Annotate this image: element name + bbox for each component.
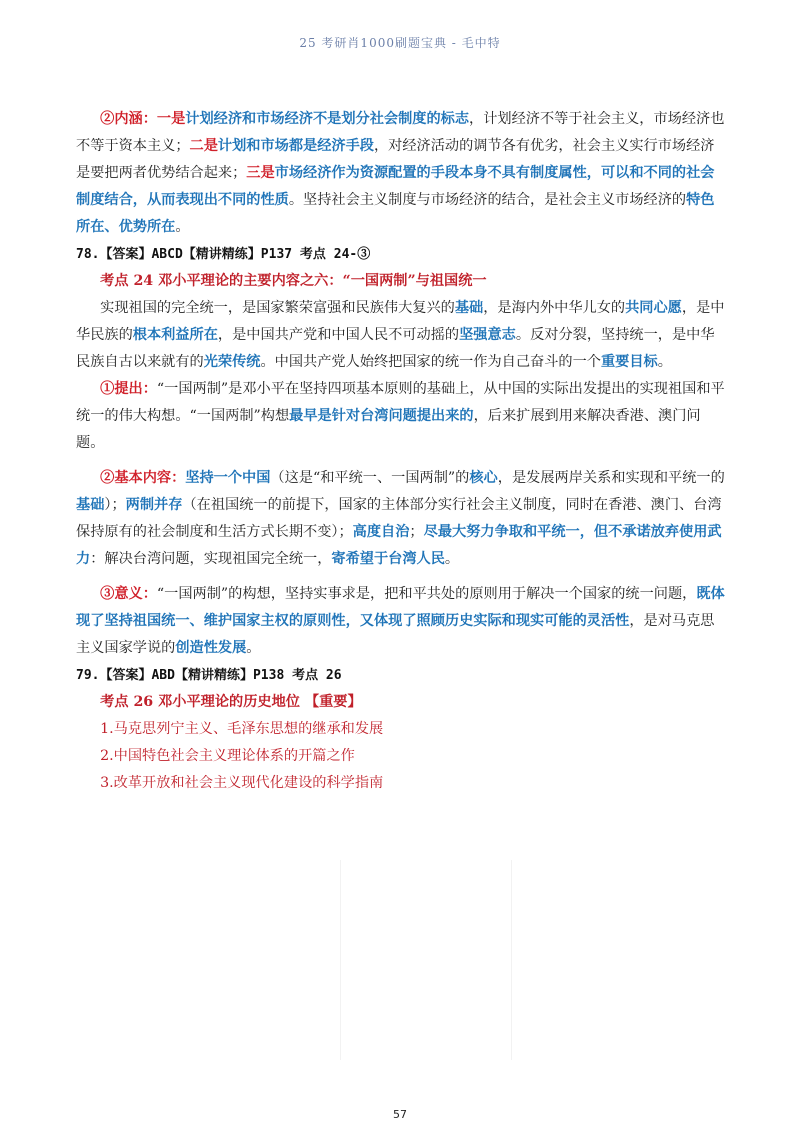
- topic-26-heading: 考点 26 邓小平理论的历史地位 【重要】: [100, 694, 362, 710]
- text-segment: “一国两制”是邓小平在坚持四项基本原则的基础上，从中国的实际出发提出的实现祖国和平统一的伟大构想。“一国两制”构想: [76, 381, 725, 424]
- faint-watermark: [340, 860, 512, 1060]
- paragraph-proposal: [76, 376, 726, 457]
- text-segment: 坚持一个中国: [185, 470, 271, 486]
- text-segment: “一国两制”的构想，坚持实事求是，把和平共处的原则用于解决一个国家的统一问题，: [156, 586, 697, 602]
- text-segment: ，后来扩展到用来解决香港、澳门问题。: [76, 408, 701, 451]
- text-segment: ②内涵：一是: [100, 111, 186, 127]
- text-segment: 。: [657, 354, 672, 370]
- text-segment: 尽最大努力争取和平统一，但不承诺放弃使用武力: [76, 524, 722, 567]
- text-segment: 。坚持社会主义制度与市场经济的结合，是社会主义市场经济的: [288, 192, 687, 208]
- text-segment: 二是: [189, 138, 218, 154]
- text-segment: 高度自治: [352, 524, 410, 540]
- text-segment: 坚强意志: [459, 327, 516, 343]
- text-segment: 既体现了坚持祖国统一、维护国家主权的原则性，又体现了照顾历史实际和现实可能的灵活性: [76, 586, 725, 629]
- text-segment: ，是中国共产党和中国人民不可动摇的: [217, 327, 460, 343]
- document-body: [76, 106, 726, 797]
- page-number: 57: [393, 1108, 407, 1121]
- text-segment: 计划经济和市场经济不是划分社会制度的标志: [185, 111, 470, 127]
- text-segment: ，是中华民族的: [76, 300, 725, 343]
- text-segment: 两制并存: [125, 497, 183, 513]
- text-segment: ：解决台湾问题，实现祖国完全统一，: [90, 551, 332, 567]
- text-segment: 。: [175, 219, 190, 235]
- text-segment: 。反对分裂，坚持统一，是中华民族自古以来就有的: [76, 327, 715, 370]
- text-segment: 。中国共产党人始终把国家的统一作为自己奋斗的一个: [260, 354, 601, 370]
- text-segment: 重要目标: [600, 354, 658, 370]
- text-segment: 共同心愿: [625, 300, 682, 316]
- text-segment: ，对经济活动的调节各有优劣，社会主义实行市场经济是要把两者优势结合起来；: [76, 138, 715, 181]
- text-segment: 基础: [76, 497, 105, 513]
- paragraph-unification-intro: [76, 295, 726, 376]
- text-segment: ；: [409, 524, 424, 540]
- text-segment: 核心: [469, 470, 498, 486]
- paragraph-significance: [76, 581, 726, 662]
- text-segment: ，是对马克思主义国家学说的: [76, 613, 715, 656]
- text-segment: 。: [444, 551, 460, 567]
- text-segment: 寄希望于台湾人民: [331, 551, 445, 567]
- text-segment: ③意义：: [100, 586, 157, 602]
- page-header: 25 考研肖1000刷题宝典 - 毛中特: [299, 36, 501, 50]
- text-segment: 基础: [454, 300, 484, 316]
- text-segment: 计划和市场都是经济手段: [217, 138, 374, 154]
- text-segment: 最早是针对台湾问题提出来的: [289, 408, 474, 424]
- text-segment: ，是发展两岸关系和实现和平统一的: [497, 470, 725, 486]
- text-segment: 实现祖国的完全统一，是国家繁荣富强和民族伟大复兴的: [100, 300, 455, 316]
- text-segment: 创造性发展: [175, 640, 247, 656]
- text-segment: （这是“和平统一、一国两制”的: [270, 470, 470, 486]
- text-segment: 光荣传统: [203, 354, 261, 370]
- list-item-1: 1.马克思列宁主义、毛泽东思想的继承和发展: [100, 721, 384, 737]
- text-segment: 三是: [246, 165, 275, 181]
- paragraph-basic-content: [76, 465, 726, 573]
- text-segment: ②基本内容：: [100, 470, 186, 486]
- text-segment: ，计划经济不等于社会主义，市场经济也不等于资本主义；: [76, 111, 725, 154]
- list-item-3: 3.改革开放和社会主义现代化建设的科学指南: [100, 775, 384, 791]
- list-item-2: 2.中国特色社会主义理论体系的开篇之作: [100, 748, 355, 764]
- topic-24-heading: 考点 24 邓小平理论的主要内容之六：“一国两制”与祖国统一: [100, 273, 487, 289]
- text-segment: ）；: [104, 497, 126, 513]
- text-segment: 。: [246, 640, 261, 656]
- text-segment: 市场经济作为资源配置的手段本身不具有制度属性，可以和不同的社会制度结合，从而表现出不同的性质: [76, 165, 715, 208]
- text-segment: ①提出：: [100, 381, 157, 397]
- question-78-heading: 78.【答案】ABCD【精讲精练】P137 考点 24-③: [76, 247, 371, 262]
- text-segment: （在祖国统一的前提下，国家的主体部分实行社会主义制度，同时在香港、澳门、台湾保持原有的社会制度和生活方式长期不变）；: [76, 497, 722, 540]
- text-segment: 根本利益所在: [132, 327, 218, 343]
- paragraph-neihan: [76, 106, 726, 241]
- text-segment: 特色所在、优势所在: [76, 192, 715, 235]
- question-79-heading: 79.【答案】ABD【精讲精练】P138 考点 26: [76, 668, 342, 683]
- text-segment: ，是海内外中华儿女的: [483, 300, 626, 316]
